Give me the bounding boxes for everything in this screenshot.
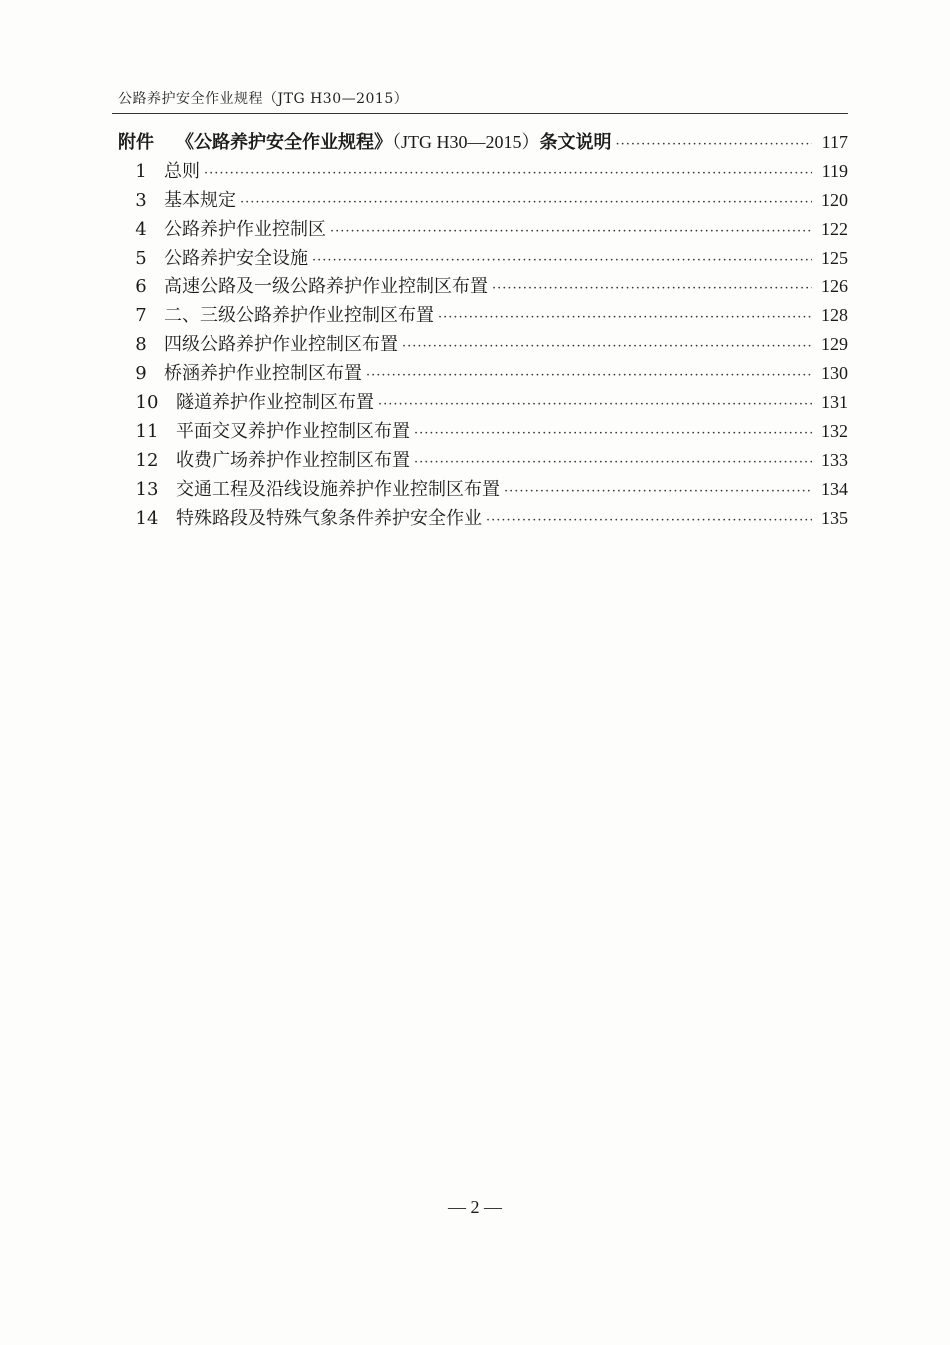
toc-page-number: 128	[821, 305, 848, 326]
toc-page-number: 125	[821, 247, 848, 268]
toc-entry-number: 6	[135, 276, 147, 298]
header-rule	[112, 113, 848, 114]
toc-entry-number: 9	[135, 363, 147, 385]
page-number-footer: — 2 —	[448, 1197, 502, 1217]
toc-page-number: 122	[821, 218, 848, 239]
toc-page-number: 134	[821, 478, 848, 499]
toc-entry-title: 公路养护作业控制区	[164, 218, 326, 240]
toc-entry-number: 10	[135, 392, 159, 414]
toc-page-number: 129	[821, 334, 848, 355]
toc-entry-number: 3	[135, 189, 147, 211]
toc-entry-title: 桥涵养护作业控制区布置	[164, 363, 362, 385]
toc-entry-title: 特殊路段及特殊气象条件养护安全作业	[176, 507, 482, 529]
running-header: 公路养护安全作业规程（JTG H30—2015）	[118, 91, 409, 107]
toc-entry-number: 11	[135, 420, 159, 442]
toc-page-number: 119	[821, 160, 848, 181]
toc-page-number: 132	[821, 420, 848, 441]
toc-entry-number: 13	[135, 478, 159, 500]
toc-entry-number: 14	[135, 507, 159, 529]
toc-entry-title: 交通工程及沿线设施养护作业控制区布置	[176, 478, 500, 500]
dot-leader	[402, 333, 812, 362]
toc-entry[interactable]	[118, 244, 848, 273]
toc-entry-number: 12	[135, 449, 159, 471]
toc-entry-title: 四级公路养护作业控制区布置	[164, 334, 398, 356]
toc-entry-number: 4	[135, 218, 147, 240]
dot-leader	[492, 275, 812, 304]
toc-page-number: 131	[821, 392, 848, 413]
toc-entry[interactable]	[118, 388, 848, 417]
toc-entry-title: 收费广场养护作业控制区布置	[176, 449, 410, 471]
toc-page-number: 133	[821, 449, 848, 470]
dot-leader	[378, 391, 812, 420]
toc-page-number: 117	[821, 132, 848, 152]
dot-leader	[204, 160, 812, 189]
toc-entry-number: 5	[135, 247, 147, 269]
toc-entry[interactable]	[118, 359, 848, 388]
toc-entry[interactable]	[118, 272, 848, 301]
toc-page-number: 120	[821, 189, 848, 210]
dot-leader	[504, 478, 812, 507]
dot-leader	[240, 189, 812, 218]
toc-entry[interactable]	[118, 186, 848, 215]
dot-leader	[414, 449, 812, 478]
toc-entry[interactable]	[118, 417, 848, 446]
toc-page-number: 135	[821, 507, 848, 528]
annex-suffix: 条文说明	[539, 132, 612, 153]
toc-entry-title: 总则	[164, 160, 200, 182]
dot-leader	[486, 507, 812, 536]
dot-leader	[438, 304, 812, 333]
toc-entry-title: 二、三级公路养护作业控制区布置	[164, 305, 434, 327]
table-of-contents	[118, 128, 848, 532]
toc-entry[interactable]	[118, 301, 848, 330]
dot-leader	[312, 247, 812, 276]
toc-entry-number: 1	[135, 160, 147, 182]
toc-entry[interactable]	[118, 446, 848, 475]
toc-entry[interactable]	[118, 157, 848, 186]
toc-entry[interactable]	[118, 475, 848, 504]
dot-leader	[330, 218, 812, 247]
annex-prefix: 附件	[118, 132, 154, 153]
toc-entry-title: 隧道养护作业控制区布置	[176, 392, 374, 414]
toc-entry[interactable]	[118, 504, 848, 533]
dot-leader	[414, 420, 812, 449]
dot-leader	[616, 131, 813, 160]
toc-entry-number: 7	[135, 305, 147, 327]
toc-entry[interactable]	[118, 215, 848, 244]
annex-code: （JTG H30—2015）	[392, 132, 540, 152]
toc-entry-number: 8	[135, 334, 147, 356]
toc-page-number: 130	[821, 363, 848, 384]
toc-entry-title: 平面交叉养护作业控制区布置	[176, 420, 410, 442]
toc-page-number: 126	[821, 276, 848, 297]
toc-entry-title: 基本规定	[164, 189, 236, 211]
annex-title-text: 《公路养护安全作业规程》	[176, 132, 392, 153]
toc-annex-entry[interactable]	[118, 128, 848, 157]
toc-entry-title: 高速公路及一级公路养护作业控制区布置	[164, 276, 488, 298]
annex-title	[176, 128, 612, 158]
toc-entry-title: 公路养护安全设施	[164, 247, 308, 269]
dot-leader	[366, 362, 812, 391]
toc-entry[interactable]	[118, 330, 848, 359]
